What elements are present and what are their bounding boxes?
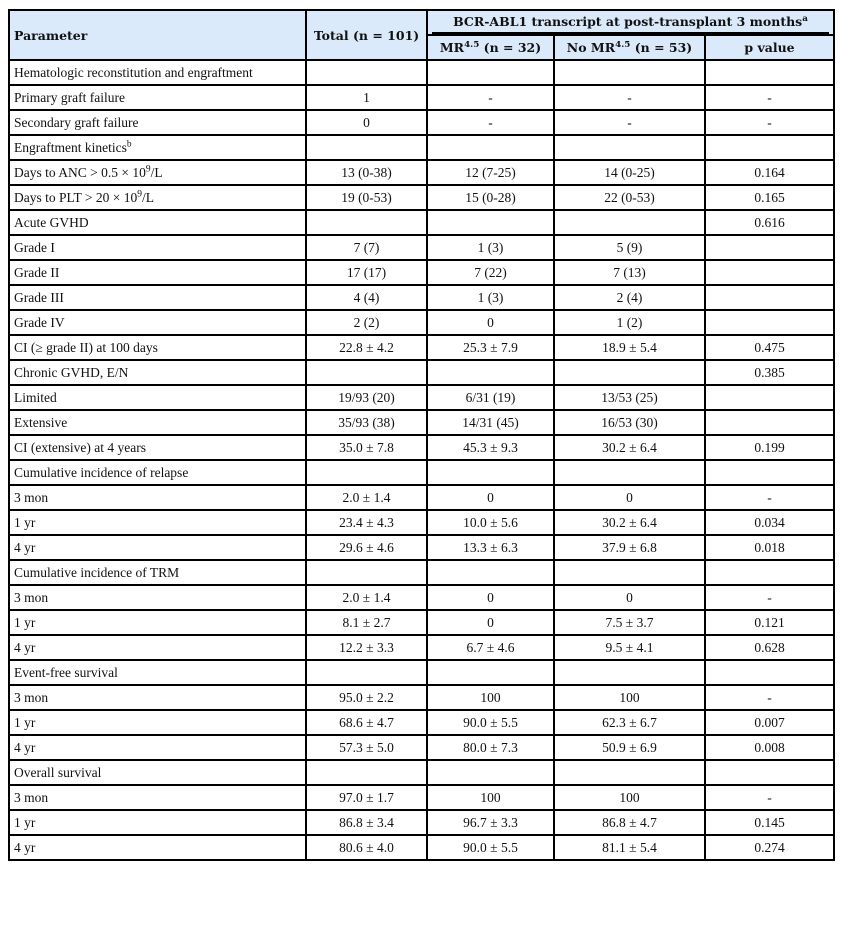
cell-no-mr45: 5 (9) (554, 235, 705, 260)
no-mr-n: (n = 53) (630, 40, 693, 55)
table-row (9, 160, 834, 185)
column-header-total: Total (n = 101) (306, 10, 427, 60)
cell-no-mr45 (554, 135, 705, 160)
cell-mr45: 80.0 ± 7.3 (427, 735, 554, 760)
parameter-text: Days to ANC > 0.5 × 10 (14, 165, 146, 180)
cell-p-value: 0.034 (705, 510, 834, 535)
cell-no-mr45 (554, 460, 705, 485)
cell-p-value: 0.008 (705, 735, 834, 760)
cell-parameter (9, 160, 306, 185)
cell-parameter (9, 235, 306, 260)
parameter-text: Event-free survival (14, 665, 118, 680)
cell-parameter (9, 760, 306, 785)
cell-p-value (705, 260, 834, 285)
parameter-suffix: /L (141, 190, 154, 205)
cell-no-mr45: 81.1 ± 5.4 (554, 835, 705, 860)
cell-parameter (9, 210, 306, 235)
cell-p-value (705, 760, 834, 785)
table-row (9, 110, 834, 135)
cell-total: 23.4 ± 4.3 (306, 510, 427, 535)
cell-mr45: 14/31 (45) (427, 410, 554, 435)
cell-total (306, 210, 427, 235)
table-row (9, 460, 834, 485)
cell-mr45: 100 (427, 785, 554, 810)
cell-p-value: - (705, 685, 834, 710)
cell-mr45 (427, 360, 554, 385)
cell-parameter (9, 610, 306, 635)
cell-total (306, 560, 427, 585)
cell-total (306, 135, 427, 160)
table-row (9, 285, 834, 310)
parameter-text: Hematologic reconstitution and engraftment (14, 65, 253, 80)
cell-p-value (705, 410, 834, 435)
cell-no-mr45 (554, 560, 705, 585)
cell-no-mr45: 7.5 ± 3.7 (554, 610, 705, 635)
cell-mr45: 90.0 ± 5.5 (427, 835, 554, 860)
cell-parameter (9, 135, 306, 160)
cell-total: 80.6 ± 4.0 (306, 835, 427, 860)
cell-p-value (705, 660, 834, 685)
results-table (8, 9, 835, 861)
cell-no-mr45: 86.8 ± 4.7 (554, 810, 705, 835)
cell-mr45: 0 (427, 610, 554, 635)
cell-parameter (9, 310, 306, 335)
table-row (9, 510, 834, 535)
cell-mr45 (427, 660, 554, 685)
cell-total (306, 760, 427, 785)
cell-total: 95.0 ± 2.2 (306, 685, 427, 710)
cell-parameter (9, 110, 306, 135)
cell-parameter (9, 785, 306, 810)
cell-parameter (9, 385, 306, 410)
column-group-header-bcr-abl1 (427, 10, 834, 35)
table-row (9, 810, 834, 835)
cell-p-value: - (705, 110, 834, 135)
table-row (9, 635, 834, 660)
cell-p-value: 0.145 (705, 810, 834, 835)
cell-no-mr45: 2 (4) (554, 285, 705, 310)
table-row (9, 685, 834, 710)
cell-total: 57.3 ± 5.0 (306, 735, 427, 760)
parameter-superscript: 9 (137, 189, 142, 200)
cell-no-mr45 (554, 60, 705, 85)
cell-mr45 (427, 560, 554, 585)
cell-total: 12.2 ± 3.3 (306, 635, 427, 660)
cell-no-mr45: 16/53 (30) (554, 410, 705, 435)
cell-total (306, 60, 427, 85)
table-row (9, 710, 834, 735)
cell-p-value: 0.121 (705, 610, 834, 635)
cell-no-mr45: 1 (2) (554, 310, 705, 335)
no-mr-label: No MR (566, 40, 616, 55)
cell-parameter (9, 835, 306, 860)
cell-mr45 (427, 460, 554, 485)
cell-p-value: 0.274 (705, 835, 834, 860)
parameter-text: Primary graft failure (14, 90, 125, 105)
cell-parameter (9, 585, 306, 610)
table-row (9, 585, 834, 610)
parameter-text: Engraftment kinetics (14, 140, 127, 155)
header-row-top (9, 10, 834, 35)
parameter-text: 3 mon (14, 590, 49, 605)
parameter-text: Grade II (14, 265, 60, 280)
cell-no-mr45: 13/53 (25) (554, 385, 705, 410)
cell-p-value: 0.475 (705, 335, 834, 360)
cell-no-mr45: 100 (554, 785, 705, 810)
cell-p-value: 0.199 (705, 435, 834, 460)
cell-p-value (705, 60, 834, 85)
cell-p-value: 0.616 (705, 210, 834, 235)
parameter-text: 1 yr (14, 815, 36, 830)
cell-no-mr45: 18.9 ± 5.4 (554, 335, 705, 360)
cell-no-mr45: 0 (554, 485, 705, 510)
cell-total: 2.0 ± 1.4 (306, 485, 427, 510)
cell-parameter (9, 435, 306, 460)
column-header-p-value: p value (705, 35, 834, 60)
cell-mr45: 45.3 ± 9.3 (427, 435, 554, 460)
column-header-mr45 (427, 35, 554, 60)
table-row (9, 385, 834, 410)
cell-mr45: 15 (0-28) (427, 185, 554, 210)
cell-parameter (9, 635, 306, 660)
cell-p-value: 0.164 (705, 160, 834, 185)
cell-mr45: 100 (427, 685, 554, 710)
cell-total (306, 660, 427, 685)
table-row (9, 135, 834, 160)
cell-no-mr45: 62.3 ± 6.7 (554, 710, 705, 735)
mr-label: MR (439, 40, 465, 55)
parameter-text: 4 yr (14, 640, 36, 655)
cell-p-value: - (705, 785, 834, 810)
cell-no-mr45 (554, 210, 705, 235)
cell-no-mr45: 50.9 ± 6.9 (554, 735, 705, 760)
cell-mr45 (427, 135, 554, 160)
cell-mr45: 0 (427, 310, 554, 335)
cell-total: 17 (17) (306, 260, 427, 285)
parameter-text: Extensive (14, 415, 68, 430)
parameter-text: 4 yr (14, 840, 36, 855)
table-row (9, 360, 834, 385)
cell-parameter (9, 460, 306, 485)
cell-parameter (9, 685, 306, 710)
cell-mr45 (427, 210, 554, 235)
table-row (9, 85, 834, 110)
cell-mr45: 1 (3) (427, 235, 554, 260)
cell-mr45 (427, 60, 554, 85)
parameter-text: 3 mon (14, 690, 49, 705)
group-title (432, 12, 829, 34)
cell-total: 22.8 ± 4.2 (306, 335, 427, 360)
table-row (9, 735, 834, 760)
table-row (9, 235, 834, 260)
cell-total: 35.0 ± 7.8 (306, 435, 427, 460)
table-row (9, 260, 834, 285)
parameter-text: Cumulative incidence of TRM (14, 565, 180, 580)
cell-total: 0 (306, 110, 427, 135)
cell-no-mr45 (554, 760, 705, 785)
cell-mr45: 10.0 ± 5.6 (427, 510, 554, 535)
cell-p-value (705, 385, 834, 410)
cell-mr45: - (427, 110, 554, 135)
cell-total: 19 (0-53) (306, 185, 427, 210)
cell-p-value: 0.018 (705, 535, 834, 560)
cell-no-mr45: 9.5 ± 4.1 (554, 635, 705, 660)
parameter-text: 4 yr (14, 540, 36, 555)
cell-mr45: 1 (3) (427, 285, 554, 310)
parameter-text: Acute GVHD (14, 215, 89, 230)
cell-total: 35/93 (38) (306, 410, 427, 435)
mr-n: (n = 32) (479, 40, 542, 55)
cell-p-value (705, 135, 834, 160)
cell-total: 68.6 ± 4.7 (306, 710, 427, 735)
cell-total: 13 (0-38) (306, 160, 427, 185)
table-row (9, 785, 834, 810)
table-row (9, 335, 834, 360)
cell-p-value: - (705, 585, 834, 610)
parameter-text: Grade I (14, 240, 55, 255)
cell-p-value (705, 560, 834, 585)
cell-mr45: 0 (427, 485, 554, 510)
parameter-text: Chronic GVHD, E/N (14, 365, 129, 380)
table-row (9, 535, 834, 560)
cell-total: 86.8 ± 3.4 (306, 810, 427, 835)
mr-superscript: 4.5 (464, 39, 480, 50)
cell-mr45: - (427, 85, 554, 110)
cell-parameter (9, 260, 306, 285)
table-row (9, 60, 834, 85)
cell-parameter (9, 810, 306, 835)
cell-total: 19/93 (20) (306, 385, 427, 410)
cell-p-value: 0.628 (705, 635, 834, 660)
cell-p-value: 0.385 (705, 360, 834, 385)
cell-total: 2 (2) (306, 310, 427, 335)
cell-p-value (705, 285, 834, 310)
cell-total: 8.1 ± 2.7 (306, 610, 427, 635)
cell-parameter (9, 485, 306, 510)
cell-p-value: 0.165 (705, 185, 834, 210)
cell-no-mr45: 30.2 ± 6.4 (554, 435, 705, 460)
cell-p-value: - (705, 485, 834, 510)
cell-mr45: 25.3 ± 7.9 (427, 335, 554, 360)
parameter-text: Grade IV (14, 315, 65, 330)
table-row (9, 210, 834, 235)
table-row (9, 760, 834, 785)
parameter-text: 4 yr (14, 740, 36, 755)
cell-p-value: 0.007 (705, 710, 834, 735)
column-header-parameter: Parameter (9, 10, 306, 60)
parameter-text: 1 yr (14, 615, 36, 630)
table-row (9, 310, 834, 335)
table-row (9, 560, 834, 585)
table-row (9, 660, 834, 685)
cell-p-value (705, 310, 834, 335)
parameter-text: Cumulative incidence of relapse (14, 465, 189, 480)
parameter-text: Grade III (14, 290, 64, 305)
cell-mr45: 6/31 (19) (427, 385, 554, 410)
cell-parameter (9, 60, 306, 85)
cell-no-mr45: 0 (554, 585, 705, 610)
cell-total: 97.0 ± 1.7 (306, 785, 427, 810)
group-title-text: BCR-ABL1 transcript at post-transplant 3 months (453, 13, 803, 29)
cell-no-mr45: 14 (0-25) (554, 160, 705, 185)
parameter-text: Days to PLT > 20 × 10 (14, 190, 138, 205)
cell-parameter (9, 560, 306, 585)
cell-parameter (9, 510, 306, 535)
cell-total: 7 (7) (306, 235, 427, 260)
no-mr-superscript: 4.5 (615, 39, 631, 50)
parameter-text: 3 mon (14, 790, 49, 805)
cell-no-mr45: - (554, 110, 705, 135)
column-header-no-mr45 (554, 35, 705, 60)
cell-parameter (9, 535, 306, 560)
cell-mr45 (427, 760, 554, 785)
cell-total: 4 (4) (306, 285, 427, 310)
cell-p-value (705, 235, 834, 260)
parameter-text: 1 yr (14, 515, 36, 530)
parameter-text: Overall survival (14, 765, 102, 780)
cell-parameter (9, 660, 306, 685)
table-header (9, 10, 834, 60)
table-row (9, 435, 834, 460)
parameter-text: Limited (14, 390, 57, 405)
parameter-text: 1 yr (14, 715, 36, 730)
cell-p-value (705, 460, 834, 485)
parameter-text: 3 mon (14, 490, 49, 505)
cell-no-mr45: 37.9 ± 6.8 (554, 535, 705, 560)
cell-total (306, 460, 427, 485)
table-row (9, 185, 834, 210)
parameter-superscript: b (126, 139, 132, 150)
cell-no-mr45 (554, 660, 705, 685)
parameter-text: Secondary graft failure (14, 115, 139, 130)
cell-parameter (9, 710, 306, 735)
cell-mr45: 13.3 ± 6.3 (427, 535, 554, 560)
cell-mr45: 0 (427, 585, 554, 610)
cell-mr45: 12 (7-25) (427, 160, 554, 185)
cell-no-mr45: - (554, 85, 705, 110)
parameter-superscript: 9 (145, 164, 151, 175)
cell-total: 1 (306, 85, 427, 110)
table-row (9, 485, 834, 510)
cell-no-mr45: 100 (554, 685, 705, 710)
cell-total (306, 360, 427, 385)
cell-parameter (9, 185, 306, 210)
cell-mr45: 7 (22) (427, 260, 554, 285)
cell-mr45: 96.7 ± 3.3 (427, 810, 554, 835)
cell-parameter (9, 285, 306, 310)
parameter-text: CI (extensive) at 4 years (14, 440, 146, 455)
footnote-marker-a: a (802, 13, 808, 24)
cell-no-mr45: 30.2 ± 6.4 (554, 510, 705, 535)
cell-parameter (9, 335, 306, 360)
parameter-suffix: /L (150, 165, 163, 180)
cell-no-mr45 (554, 360, 705, 385)
cell-p-value: - (705, 85, 834, 110)
cell-total: 29.6 ± 4.6 (306, 535, 427, 560)
cell-total: 2.0 ± 1.4 (306, 585, 427, 610)
cell-no-mr45: 7 (13) (554, 260, 705, 285)
table-body (9, 60, 834, 860)
table-row (9, 610, 834, 635)
cell-parameter (9, 410, 306, 435)
cell-parameter (9, 735, 306, 760)
cell-parameter (9, 360, 306, 385)
cell-mr45: 90.0 ± 5.5 (427, 710, 554, 735)
cell-mr45: 6.7 ± 4.6 (427, 635, 554, 660)
parameter-text: CI (≥ grade II) at 100 days (14, 340, 158, 355)
table-row (9, 410, 834, 435)
cell-no-mr45: 22 (0-53) (554, 185, 705, 210)
table-row (9, 835, 834, 860)
cell-parameter (9, 85, 306, 110)
